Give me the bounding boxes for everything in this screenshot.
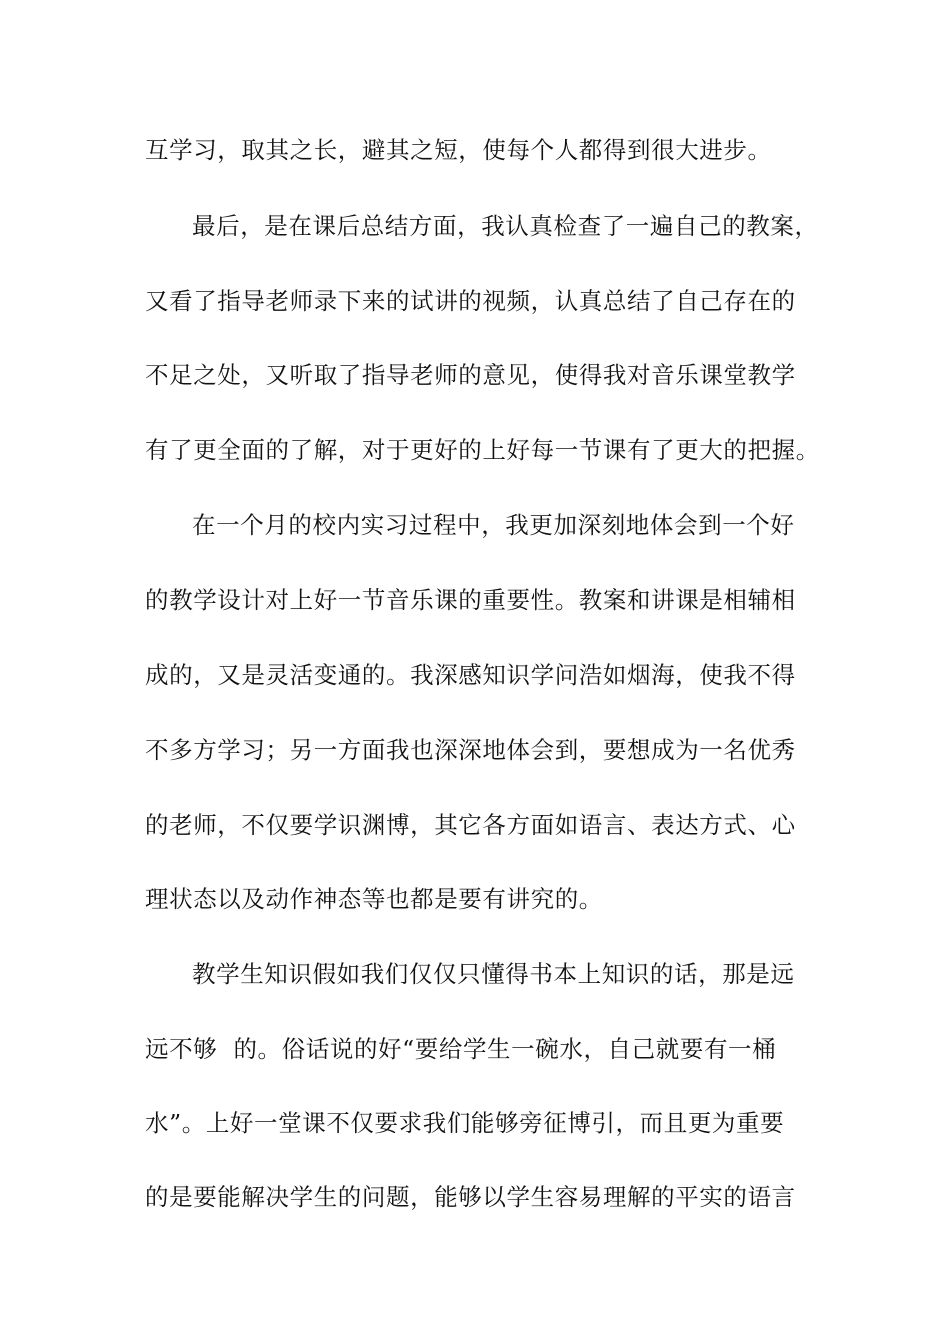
paragraph-first-line: 在一个月的校内实习过程中，我更加深刻地体会到一个好 xyxy=(192,511,795,539)
text-line: 不足之处，又听取了指导老师的意见，使得我对音乐课堂教学 xyxy=(145,361,796,389)
text-line: 远不够 的。俗话说的好“要给学生一碗水，自己就要有一桶 xyxy=(145,1035,777,1063)
text-line: 又看了指导老师录下来的试讲的视频，认真总结了自己存在的 xyxy=(145,287,796,315)
text-line: 互学习，取其之长，避其之短，使每个人都得到很大进步。 xyxy=(145,136,772,164)
text-line: 理状态以及动作神态等也都是要有讲究的。 xyxy=(145,885,603,913)
text-line: 的教学设计对上好一节音乐课的重要性。教案和讲课是相辅相 xyxy=(145,586,796,614)
text-line: 水”。上好一堂课不仅要求我们能够旁征博引，而且更为重要 xyxy=(145,1109,785,1137)
text-line: 有了更全面的了解，对于更好的上好每一节课有了更大的把握。 xyxy=(145,436,820,464)
text-line: 成的，又是灵活变通的。我深感知识学问浩如烟海，使我不得 xyxy=(145,661,796,689)
paragraph-first-line: 教学生知识假如我们仅仅只懂得书本上知识的话，那是远 xyxy=(192,960,795,988)
text-line: 的是要能解决学生的问题，能够以学生容易理解的平实的语言 xyxy=(145,1183,796,1211)
text-line: 不多方学习；另一方面我也深深地体会到，要想成为一名优秀 xyxy=(145,736,796,764)
text-line: 的老师，不仅要学识渊博，其它各方面如语言、表达方式、心 xyxy=(145,811,796,839)
paragraph-first-line: 最后，是在课后总结方面，我认真检查了一遍自己的教案， xyxy=(192,212,819,240)
